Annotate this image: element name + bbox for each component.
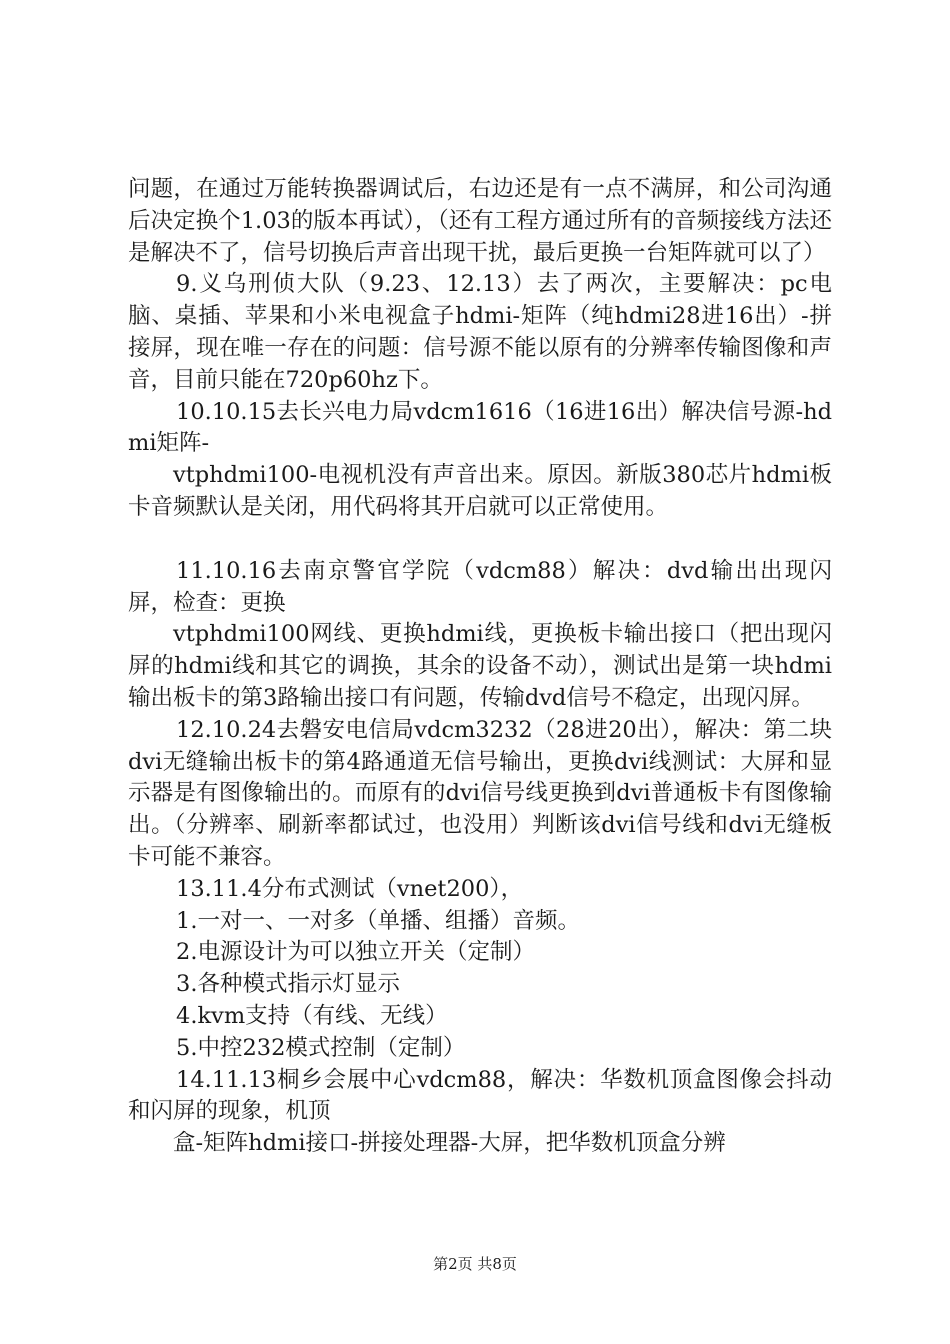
- paragraph-item-10: 10.10.15去长兴电力局vdcm1616（16进16出）解决信号源-hdmi矩阵-: [128, 398, 832, 457]
- list-item-5: 5.中控232模式控制（定制）: [176, 1034, 466, 1061]
- paragraph-item-11: 11.10.16去南京警官学院（vdcm88）解决：dvd输出出现闪屏，检查：更换: [128, 557, 832, 616]
- paragraph-item-14: 14.11.13桐乡会展中心vdcm88，解决：华数机顶盒图像会抖动和闪屏的现象，机顶: [128, 1066, 832, 1125]
- list-item-1: 1.一对一、一对多（单播、组播）音频。: [176, 907, 580, 934]
- paragraph-item-9: 9.义乌刑侦大队（9.23、12.13）去了两次，主要解决：pc电脑、桌插、苹果和小米电视盒子hdmi-矩阵（纯hdmi28进16出）-拼接屏，现在唯一存在的问题：信号源不能以原有的分辨率传输图像和声音，目前只能在720p60hz下。: [128, 271, 832, 393]
- paragraph-item-10-cont: vtphdmi100-电视机没有声音出来。原因。新版380芯片hdmi板卡音频默认是关闭，用代码将其开启就可以正常使用。: [128, 462, 832, 520]
- paragraph-gap: [128, 524, 832, 556]
- paragraph-item-13: 13.11.4分布式测试（vnet200），: [176, 875, 524, 902]
- list-item-4: 4.kvm支持（有线、无线）: [176, 1002, 448, 1029]
- paragraph-continuation: 问题，在通过万能转换器调试后，右边还是有一点不满屏，和公司沟通后决定换个1.03的版本再试），（还有工程方通过所有的音频接线方法还是解决不了，信号切换后声音出现干扰，最后更换一台矩阵就可以了）: [128, 176, 832, 266]
- list-item-2: 2.电源设计为可以独立开关（定制）: [176, 939, 535, 966]
- page-footer: [0, 1254, 950, 1274]
- page-number-label: 第2页 共8页: [433, 1255, 517, 1273]
- document-body: [128, 174, 832, 1160]
- paragraph-item-14-cont: 盒-矩阵hdmi接口-拼接处理器-大屏，把华数机顶盒分辨: [173, 1130, 726, 1157]
- list-item-3: 3.各种模式指示灯显示: [176, 971, 400, 998]
- paragraph-item-11-cont: vtphdmi100网线、更换hdmi线，更换板卡输出接口（把出现闪屏的hdmi线和其它的调换，其余的设备不动），测试出是第一块hdmi输出板卡的第3路输出接口有问题，传输dvd信号不稳定，出现闪屏。: [128, 621, 832, 711]
- paragraph-item-12: 12.10.24去磐安电信局vdcm3232（28进20出），解决：第二块dvi无缝输出板卡的第4路通道无信号输出，更换dvi线测试：大屏和显示器是有图像输出的。而原有的dvi信号线更换到dvi普通板卡有图像输出。（分辨率、刷新率都试过，也没用）判断该dvi信号线和dvi无缝板卡可能不兼容。: [128, 716, 832, 870]
